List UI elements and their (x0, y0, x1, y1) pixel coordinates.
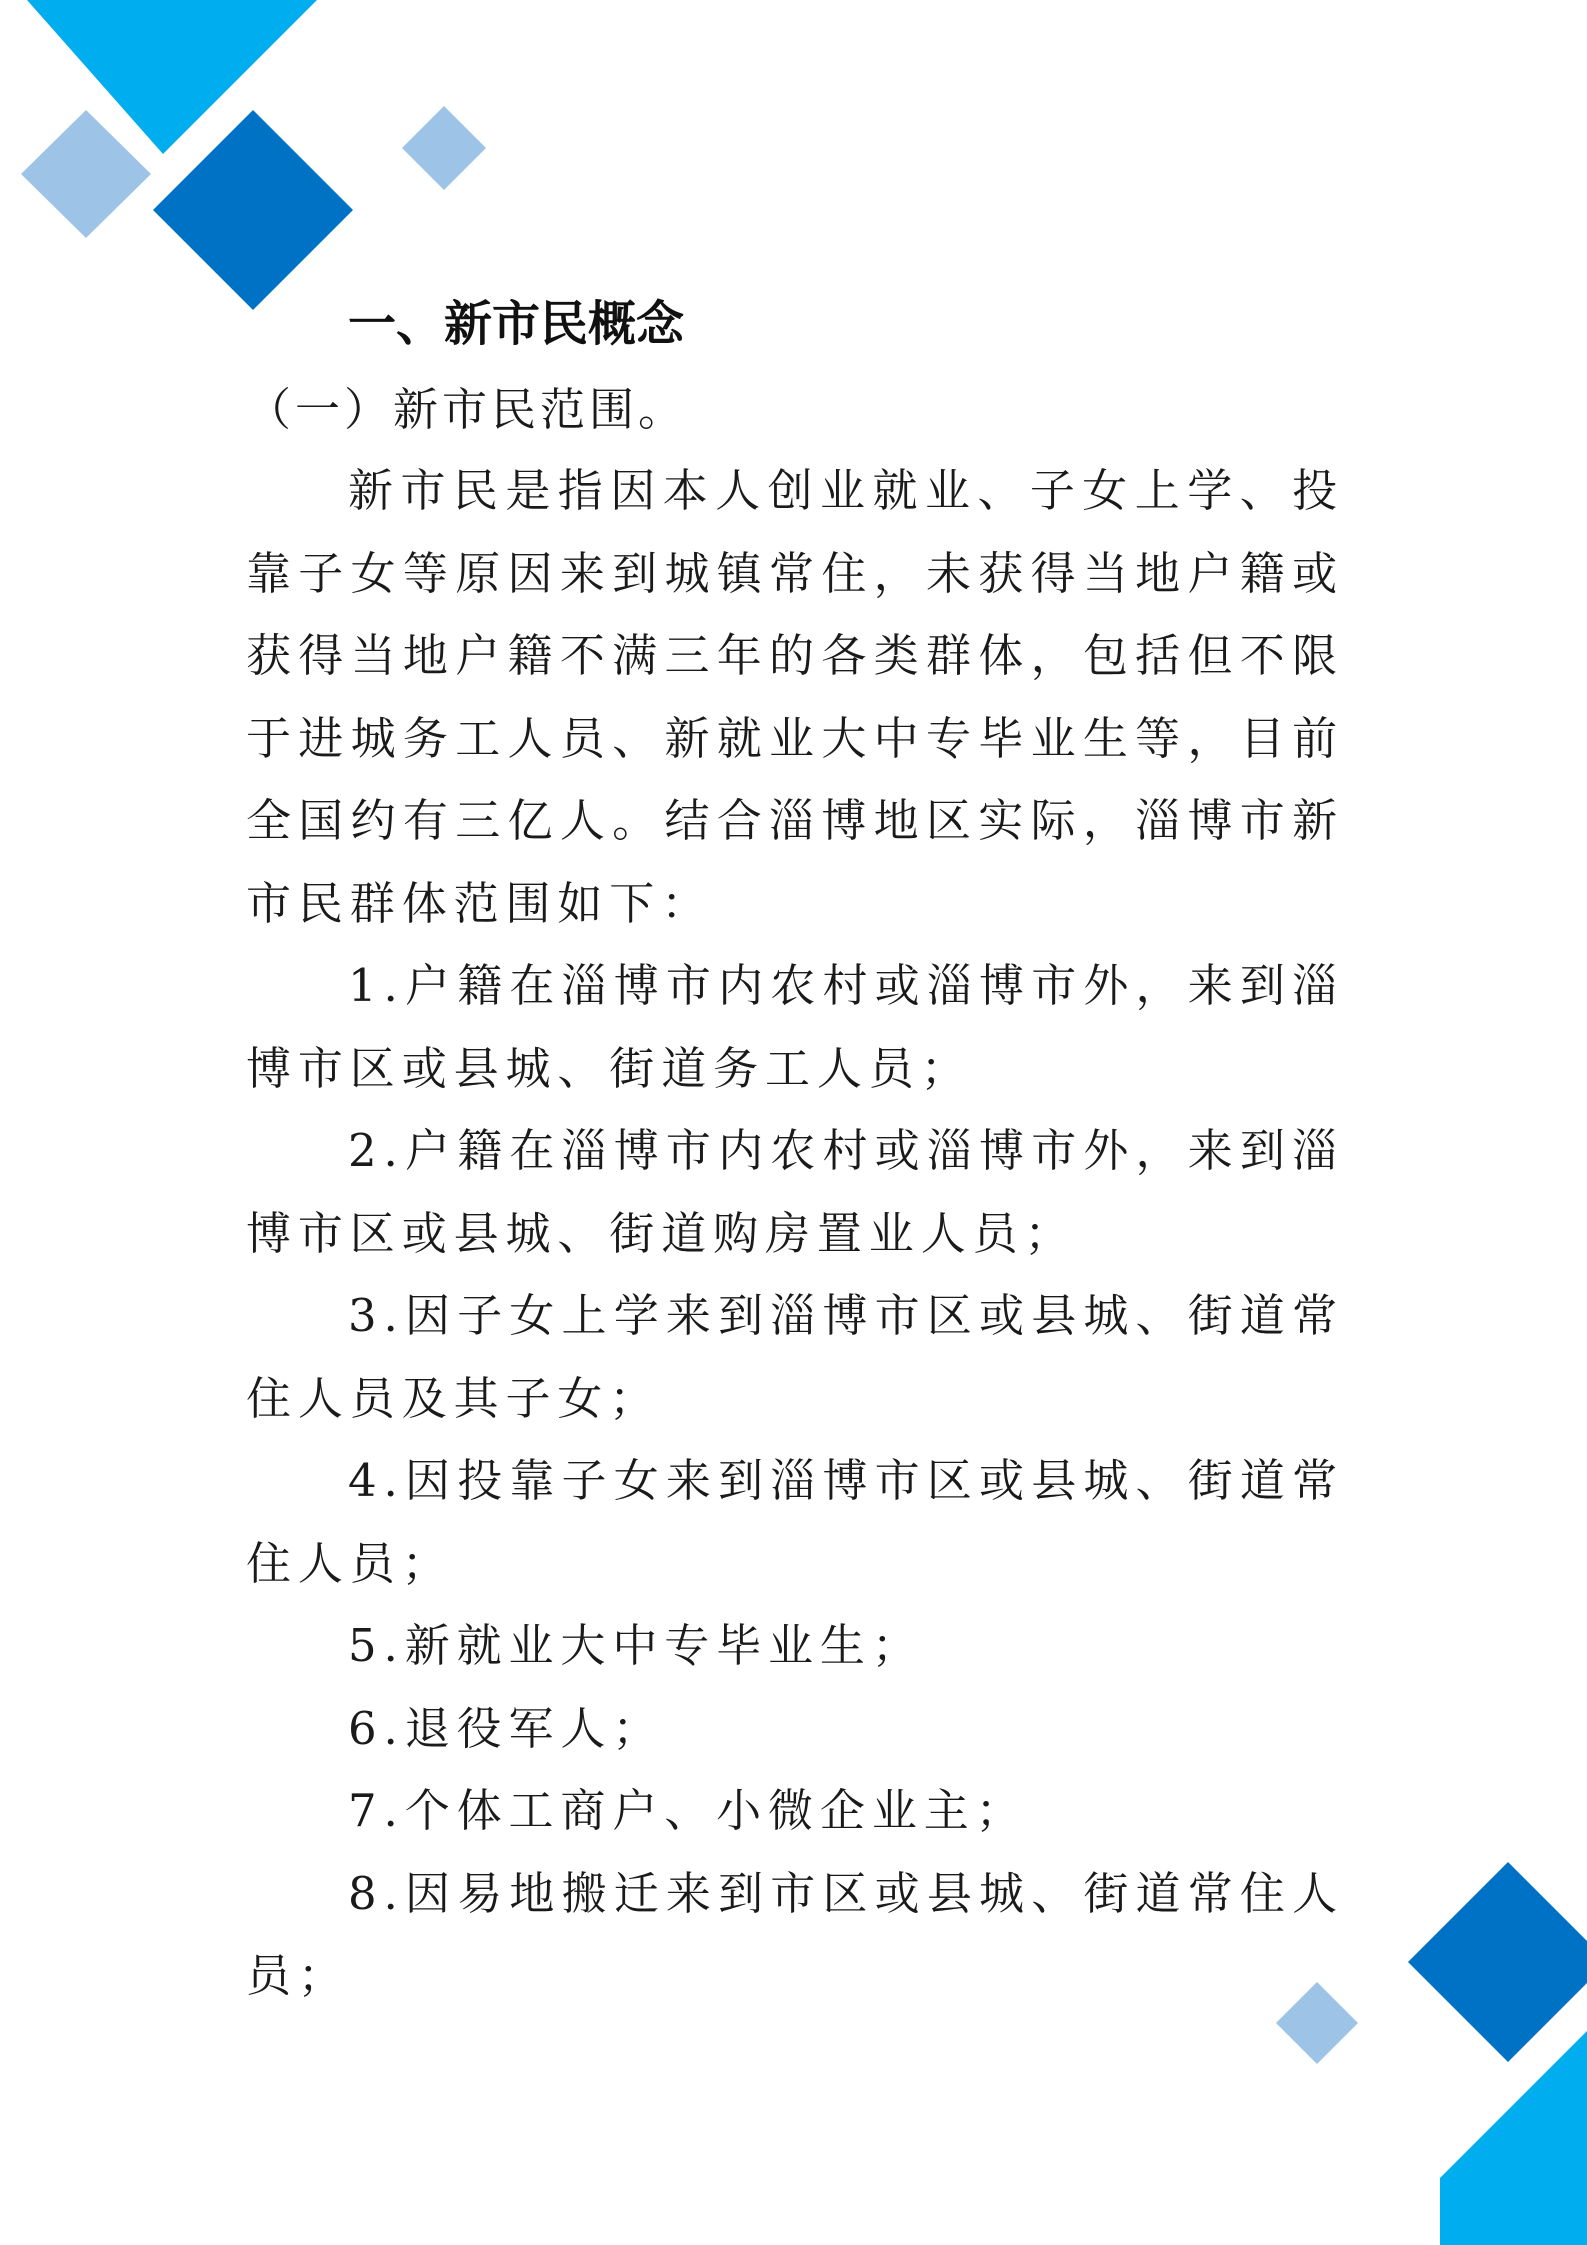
bottom-dark-diamond (1408, 1862, 1587, 2062)
list-item-2: 2.户籍在淄博市内农村或淄博市外，来到淄博市区或县城、街道购房置业人员； (246, 1124, 1344, 1260)
top-light-diamond-left (21, 110, 151, 238)
bottom-triangle-shape (1440, 2031, 1587, 2245)
section-heading: 一、新市民概念 (348, 298, 685, 351)
list-item-8: 8.因易地搬迁来到市区或县城、街道常住人员； (246, 1866, 1344, 2002)
subsection-heading: （一）新市民范围。 (246, 383, 688, 436)
document-body (246, 290, 1344, 2018)
list-item-1: 1.户籍在淄博市内农村或淄博市外，来到淄博市区或县城、街道务工人员； (246, 959, 1344, 1095)
list-item-5: 5.新就业大中专毕业生； (348, 1619, 924, 1672)
paragraph-definition: 新市民是指因本人创业就业、子女上学、投靠子女等原因来到城镇常住，未获得当地户籍或获得当地户籍不满三年的各类群体，包括但不限于进城务工人员、新就业大中专毕业生等，目前全国约有三亿人。结合淄博地区实际，淄博市新市民群体范围如下： (246, 464, 1344, 930)
list-item-4: 4.因投靠子女来到淄博市区或县城、街道常住人员； (246, 1454, 1344, 1590)
top-dark-diamond (153, 110, 353, 310)
list-item-7: 7.个体工商户、小微企业主； (348, 1784, 1028, 1837)
list-item-3: 3.因子女上学来到淄博市区或县城、街道常住人员及其子女； (246, 1289, 1344, 1425)
list-item-6: 6.退役军人； (348, 1701, 665, 1755)
top-light-diamond-right (402, 106, 486, 190)
